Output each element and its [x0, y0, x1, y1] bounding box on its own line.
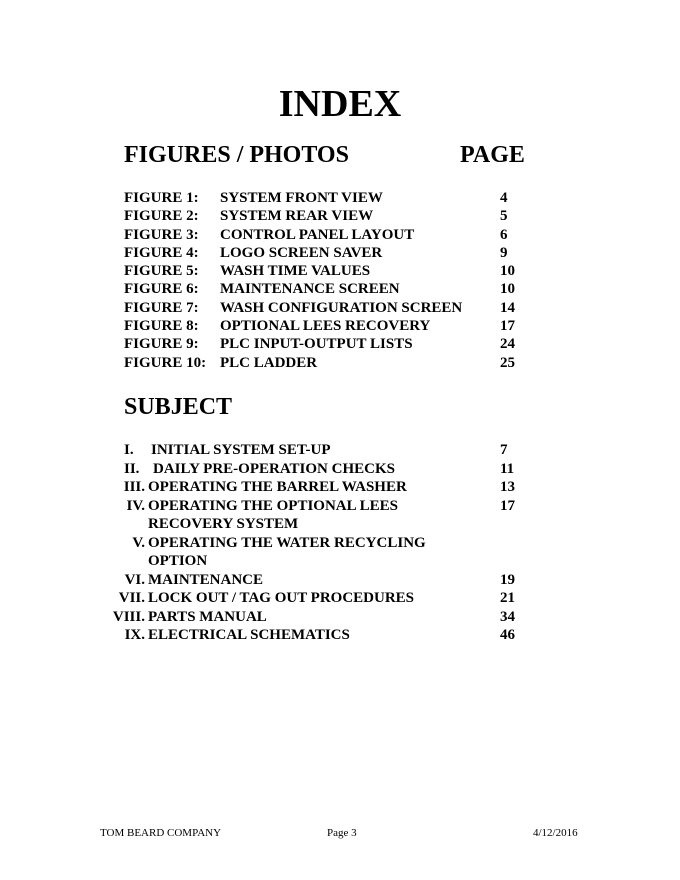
subject-page: 11	[500, 460, 515, 477]
subject-page: 46	[500, 627, 515, 643]
figure-number: FIGURE 7:	[124, 299, 199, 316]
figure-number: FIGURE 6:	[124, 281, 199, 298]
subject-title: OPTION	[148, 553, 208, 569]
figure-page: 4	[500, 190, 508, 206]
subject-numeral: IX.	[124, 627, 145, 643]
footer-page-number: Page 3	[327, 827, 357, 839]
figure-row	[124, 335, 544, 353]
subject-title: PARTS MANUAL	[148, 608, 267, 625]
figure-row	[124, 354, 544, 372]
figure-page: 17	[500, 318, 515, 335]
figure-number: FIGURE 9:	[124, 336, 199, 353]
figure-page: 6	[500, 226, 508, 243]
subject-row	[0, 534, 600, 553]
figure-title: LOGO SCREEN SAVER	[220, 244, 383, 261]
footer-company: TOM BEARD COMPANY	[100, 827, 222, 839]
figure-page: 9	[500, 244, 508, 261]
figure-title: SYSTEM REAR VIEW	[220, 208, 374, 225]
figure-row	[124, 280, 544, 298]
figure-title: CONTROL PANEL LAYOUT	[220, 226, 415, 243]
figure-row	[124, 189, 544, 207]
figure-title: SYSTEM FRONT VIEW	[220, 190, 383, 206]
subject-numeral: I.	[124, 442, 134, 458]
subject-heading: SUBJECT	[124, 394, 233, 420]
subject-page: 21	[500, 590, 515, 606]
figure-title: MAINTENANCE SCREEN	[220, 281, 400, 298]
subject-row	[0, 626, 600, 645]
subject-row	[0, 478, 600, 497]
subject-row	[0, 589, 600, 608]
subject-title: OPERATING THE BARREL WASHER	[148, 479, 407, 495]
subject-numeral: III.	[123, 479, 145, 495]
subject-row	[0, 571, 600, 590]
figure-number: FIGURE 3:	[124, 226, 199, 243]
figure-page: 10	[500, 281, 515, 298]
footer-date: 4/12/2016	[533, 827, 578, 839]
page-title: INDEX	[278, 83, 402, 125]
subject-numeral: VI.	[124, 571, 145, 588]
subject-numeral: II.	[124, 460, 140, 477]
subject-numeral: VIII.	[112, 608, 145, 625]
figure-number: FIGURE 4:	[124, 244, 199, 261]
subject-title: MAINTENANCE	[148, 571, 264, 588]
subject-title: OPERATING THE OPTIONAL LEES	[148, 497, 398, 514]
subject-row	[0, 608, 600, 627]
figure-row	[124, 244, 544, 262]
subject-page: 7	[500, 442, 508, 458]
figure-row	[124, 262, 544, 280]
subject-title: OPERATING THE WATER RECYCLING	[148, 534, 426, 551]
figure-title: OPTIONAL LEES RECOVERY	[220, 318, 431, 335]
subject-title: RECOVERY SYSTEM	[148, 516, 299, 532]
subject-page: 13	[500, 479, 515, 495]
subject-page: 17	[500, 497, 515, 514]
figure-row	[124, 317, 544, 335]
figure-number: FIGURE 8:	[124, 318, 199, 335]
subject-title: DAILY PRE-OPERATION CHECKS	[153, 460, 395, 477]
figure-row	[124, 226, 544, 244]
figure-title: WASH TIME VALUES	[220, 263, 371, 280]
subject-row	[0, 441, 600, 460]
figures-heading: FIGURES / PHOTOS	[124, 142, 349, 168]
subject-title: ELECTRICAL SCHEMATICS	[148, 627, 350, 643]
subject-numeral: IV.	[126, 497, 145, 514]
subject-numeral: VII.	[118, 590, 145, 606]
subject-row-continuation	[0, 552, 600, 571]
figure-title: WASH CONFIGURATION SCREEN	[220, 299, 463, 316]
figure-row	[124, 299, 544, 317]
subject-row	[0, 497, 600, 516]
figure-number: FIGURE 5:	[124, 263, 199, 280]
subject-numeral: V.	[132, 534, 145, 551]
subject-page: 19	[500, 571, 515, 588]
figure-row	[124, 207, 544, 225]
subject-row	[0, 460, 600, 479]
figures-list	[124, 189, 544, 372]
subject-title: LOCK OUT / TAG OUT PROCEDURES	[148, 590, 415, 606]
figure-page: 14	[500, 299, 515, 316]
figure-page: 25	[500, 354, 515, 371]
figure-number: FIGURE 10:	[124, 354, 207, 371]
subject-title: INITIAL SYSTEM SET-UP	[151, 442, 331, 458]
subject-row-continuation	[0, 515, 600, 534]
figure-page: 5	[500, 208, 508, 225]
subject-page: 34	[500, 608, 515, 625]
figure-number: FIGURE 1:	[124, 190, 199, 206]
figure-title: PLC LADDER	[220, 354, 318, 371]
figure-number: FIGURE 2:	[124, 208, 199, 225]
figure-page: 24	[500, 336, 515, 353]
figure-page: 10	[500, 263, 515, 280]
page-column-heading: PAGE	[460, 142, 525, 168]
figure-title: PLC INPUT-OUTPUT LISTS	[220, 336, 413, 353]
subjects-list	[0, 441, 600, 645]
